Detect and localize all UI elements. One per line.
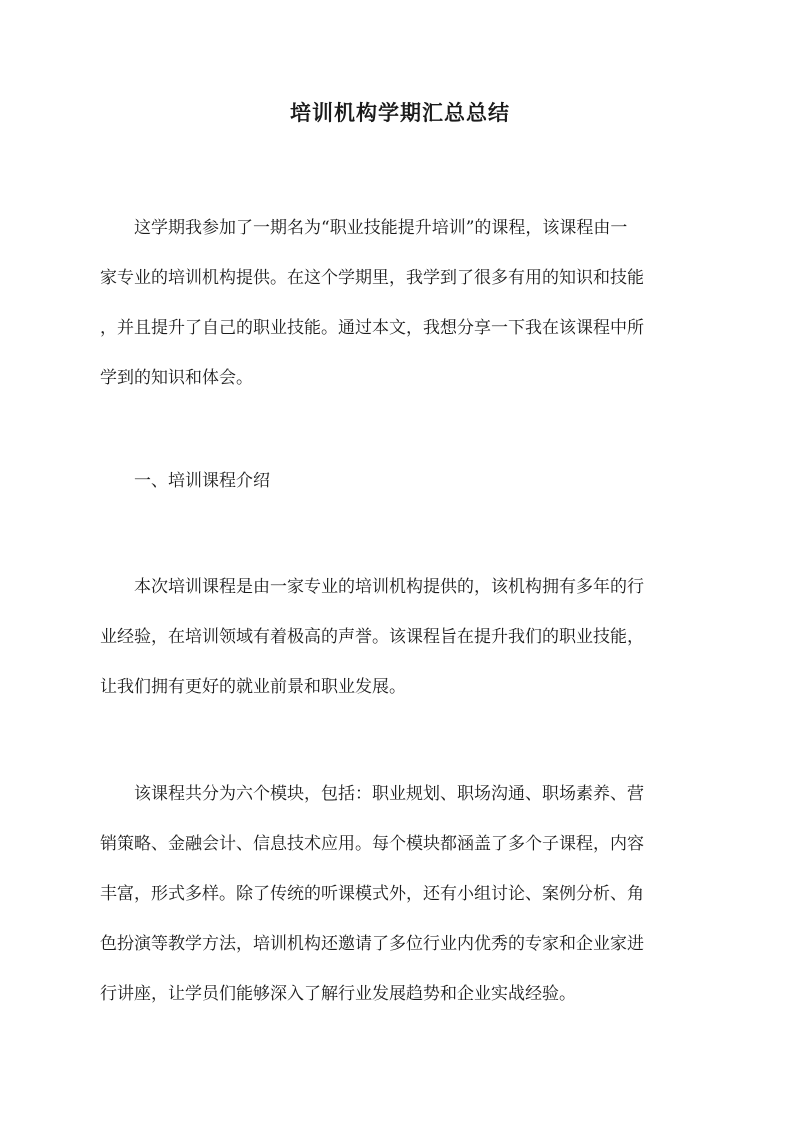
section-heading: 一、培训课程介绍 [134, 471, 270, 491]
document-title: 培训机构学期汇总总结 [290, 100, 510, 125]
paragraph-line: ，并且提升了自己的职业技能。通过本文，我想分享一下我在该课程中所 [100, 318, 644, 338]
paragraph-line: 业经验，在培训领域有着极高的声誉。该课程旨在提升我们的职业技能， [100, 627, 644, 647]
intro-paragraph [100, 203, 700, 403]
paragraph-line: 该课程共分为六个模块，包括：职业规划、职场沟通、职场素养、营 [134, 784, 644, 804]
paragraph-line: 这学期我参加了一期名为“职业技能提升培训”的课程，该课程由一 [134, 218, 628, 238]
paragraph-line: 本次培训课程是由一家专业的培训机构提供的，该机构拥有多年的行 [134, 577, 644, 597]
course-intro-paragraph [100, 562, 700, 712]
paragraph-line: 色扮演等教学方法，培训机构还邀请了多位行业内优秀的专家和企业家进 [100, 934, 644, 954]
paragraph-line: 丰富，形式多样。除了传统的听课模式外，还有小组讨论、案例分析、角 [100, 884, 644, 904]
course-modules-paragraph [100, 769, 700, 1019]
paragraph-line: 让我们拥有更好的就业前景和职业发展。 [100, 677, 406, 697]
paragraph-line: 销策略、金融会计、信息技术应用。每个模块都涵盖了多个子课程，内容 [100, 834, 644, 854]
paragraph-line: 行讲座，让学员们能够深入了解行业发展趋势和企业实战经验。 [100, 984, 576, 1004]
paragraph-line: 家专业的培训机构提供。在这个学期里，我学到了很多有用的知识和技能 [100, 268, 644, 288]
paragraph-line: 学到的知识和体会。 [100, 368, 253, 388]
